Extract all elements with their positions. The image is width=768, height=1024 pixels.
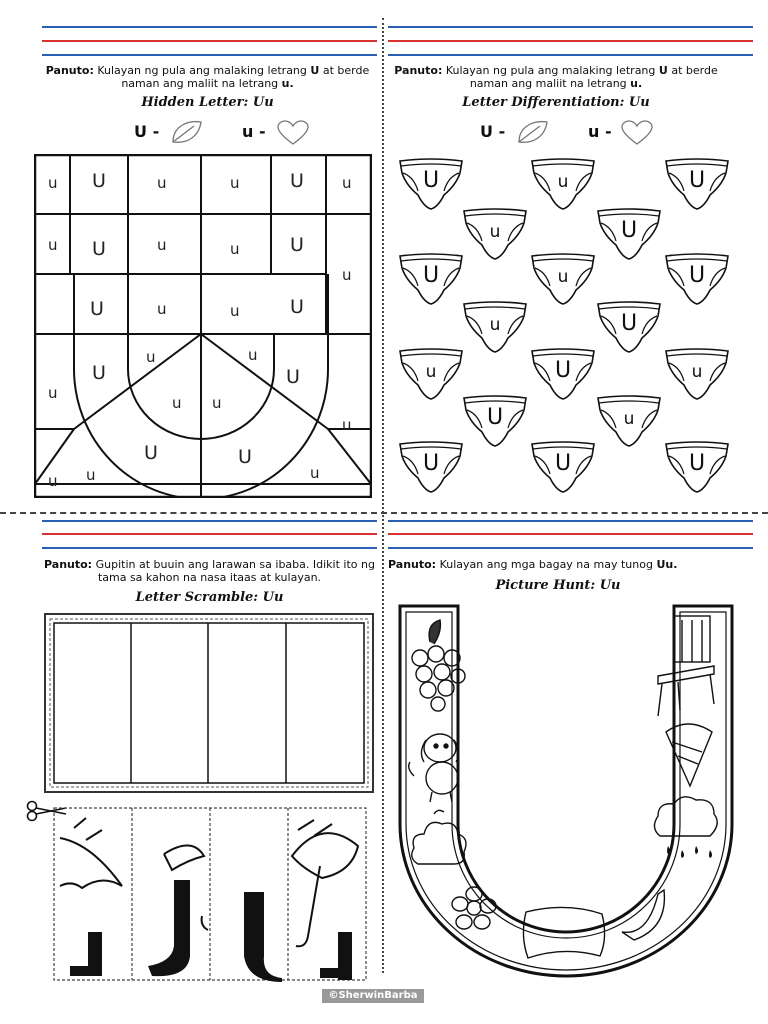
grid-cell: u	[157, 300, 167, 318]
briefs-item	[664, 155, 730, 213]
chair-icon	[658, 616, 714, 716]
briefs-letter: U	[554, 451, 572, 476]
grid-cell: u	[157, 236, 167, 254]
briefs-item	[530, 438, 596, 496]
briefs-item	[530, 155, 596, 213]
briefs-letter: u	[623, 409, 635, 429]
briefs-letter: u	[425, 362, 437, 382]
leaf-icon	[516, 118, 550, 146]
briefs-letter: U	[620, 218, 638, 243]
briefs-letter: U	[422, 168, 440, 193]
grid-cell: u	[48, 236, 58, 254]
grid-cell: U	[290, 296, 304, 318]
q2-key: U - u -	[480, 118, 680, 148]
grid-cell: u	[310, 464, 320, 482]
grid-cell: U	[290, 170, 304, 192]
q3-instructions: Panuto: Gupitin at buuin ang larawan sa ibaba. Idikit ito ng tama sa kahon na nasa itaas at kulayan.	[44, 558, 375, 584]
briefs-item	[596, 205, 662, 263]
briefs-item	[462, 205, 528, 263]
grid-cell: U	[92, 238, 106, 260]
briefs-item	[398, 250, 464, 308]
briefs-item	[462, 298, 528, 356]
briefs-letter: u	[489, 222, 501, 242]
briefs-letter: u	[691, 362, 703, 382]
rain-cloud-icon	[654, 797, 717, 858]
grid-cell: u	[172, 394, 182, 412]
briefs-item	[398, 155, 464, 213]
heart-icon	[276, 120, 310, 146]
vertical-divider	[382, 18, 384, 973]
grid-cell: u	[342, 416, 352, 434]
leaf-icon	[170, 118, 204, 146]
briefs-letter: U	[688, 168, 706, 193]
q1-hidden-letter-grid	[34, 154, 372, 498]
briefs-item	[596, 298, 662, 356]
grid-cell: U	[286, 366, 300, 388]
briefs-item	[398, 438, 464, 496]
q4-title: Picture Hunt: Uu	[495, 578, 621, 593]
heart-icon	[620, 120, 654, 146]
q4-instructions: Panuto: Kulayan ang mga bagay na may tunog Uu.	[388, 558, 678, 571]
q3-cut-pieces	[52, 806, 368, 982]
grid-cell: U	[238, 446, 252, 468]
briefs-item	[664, 250, 730, 308]
horizontal-divider	[0, 512, 768, 514]
grid-cell: u	[342, 266, 352, 284]
grid-cell: U	[90, 298, 104, 320]
q1-key: U - u -	[134, 118, 334, 148]
q2-title: Letter Differentiation: Uu	[462, 95, 650, 110]
briefs-item	[664, 438, 730, 496]
grid-cell: u	[48, 174, 58, 192]
q4-big-letter-u	[396, 602, 736, 982]
briefs-letter: u	[557, 172, 569, 192]
grid-cell: U	[144, 442, 158, 464]
briefs-item	[596, 392, 662, 450]
briefs-letter: U	[688, 451, 706, 476]
briefs-letter: U	[688, 263, 706, 288]
briefs-letter: U	[422, 451, 440, 476]
grid-cell: u	[48, 384, 58, 402]
briefs-letter: u	[489, 315, 501, 335]
grid-cell: u	[342, 174, 352, 192]
briefs-item	[530, 345, 596, 403]
briefs-letter: U	[554, 358, 572, 383]
grid-cell: u	[86, 466, 96, 484]
grid-cell: u	[157, 174, 167, 192]
briefs-letter: u	[557, 267, 569, 287]
briefs-letter: U	[486, 405, 504, 430]
grid-cell: u	[230, 302, 240, 320]
q1-title: Hidden Letter: Uu	[141, 95, 274, 110]
grid-cell: u	[212, 394, 222, 412]
grid-cell: u	[48, 472, 58, 490]
grid-cell: U	[92, 362, 106, 384]
briefs-letter: U	[422, 263, 440, 288]
grid-cell: u	[146, 348, 156, 366]
grid-cell: U	[92, 170, 106, 192]
q2-instructions: Panuto: Kulayan ng pula ang malaking letrang U at berde naman ang maliit na letrang u.	[394, 64, 718, 90]
q1-instructions: Panuto: Kulayan ng pula ang malaking letrang U at berde naman ang maliit na letrang u.	[45, 64, 370, 90]
briefs-item	[530, 250, 596, 308]
grid-cell: u	[248, 346, 258, 364]
grid-cell: U	[290, 234, 304, 256]
dog-icon	[409, 734, 459, 802]
briefs-letter: U	[620, 311, 638, 336]
grid-cell: u	[230, 174, 240, 192]
grid-cell: u	[230, 240, 240, 258]
briefs-item	[398, 345, 464, 403]
credit-badge: ©SherwinBarba	[322, 989, 424, 1003]
briefs-item	[462, 392, 528, 450]
q3-title: Letter Scramble: Uu	[135, 590, 284, 605]
q3-paste-box	[44, 613, 374, 793]
briefs-item	[664, 345, 730, 403]
